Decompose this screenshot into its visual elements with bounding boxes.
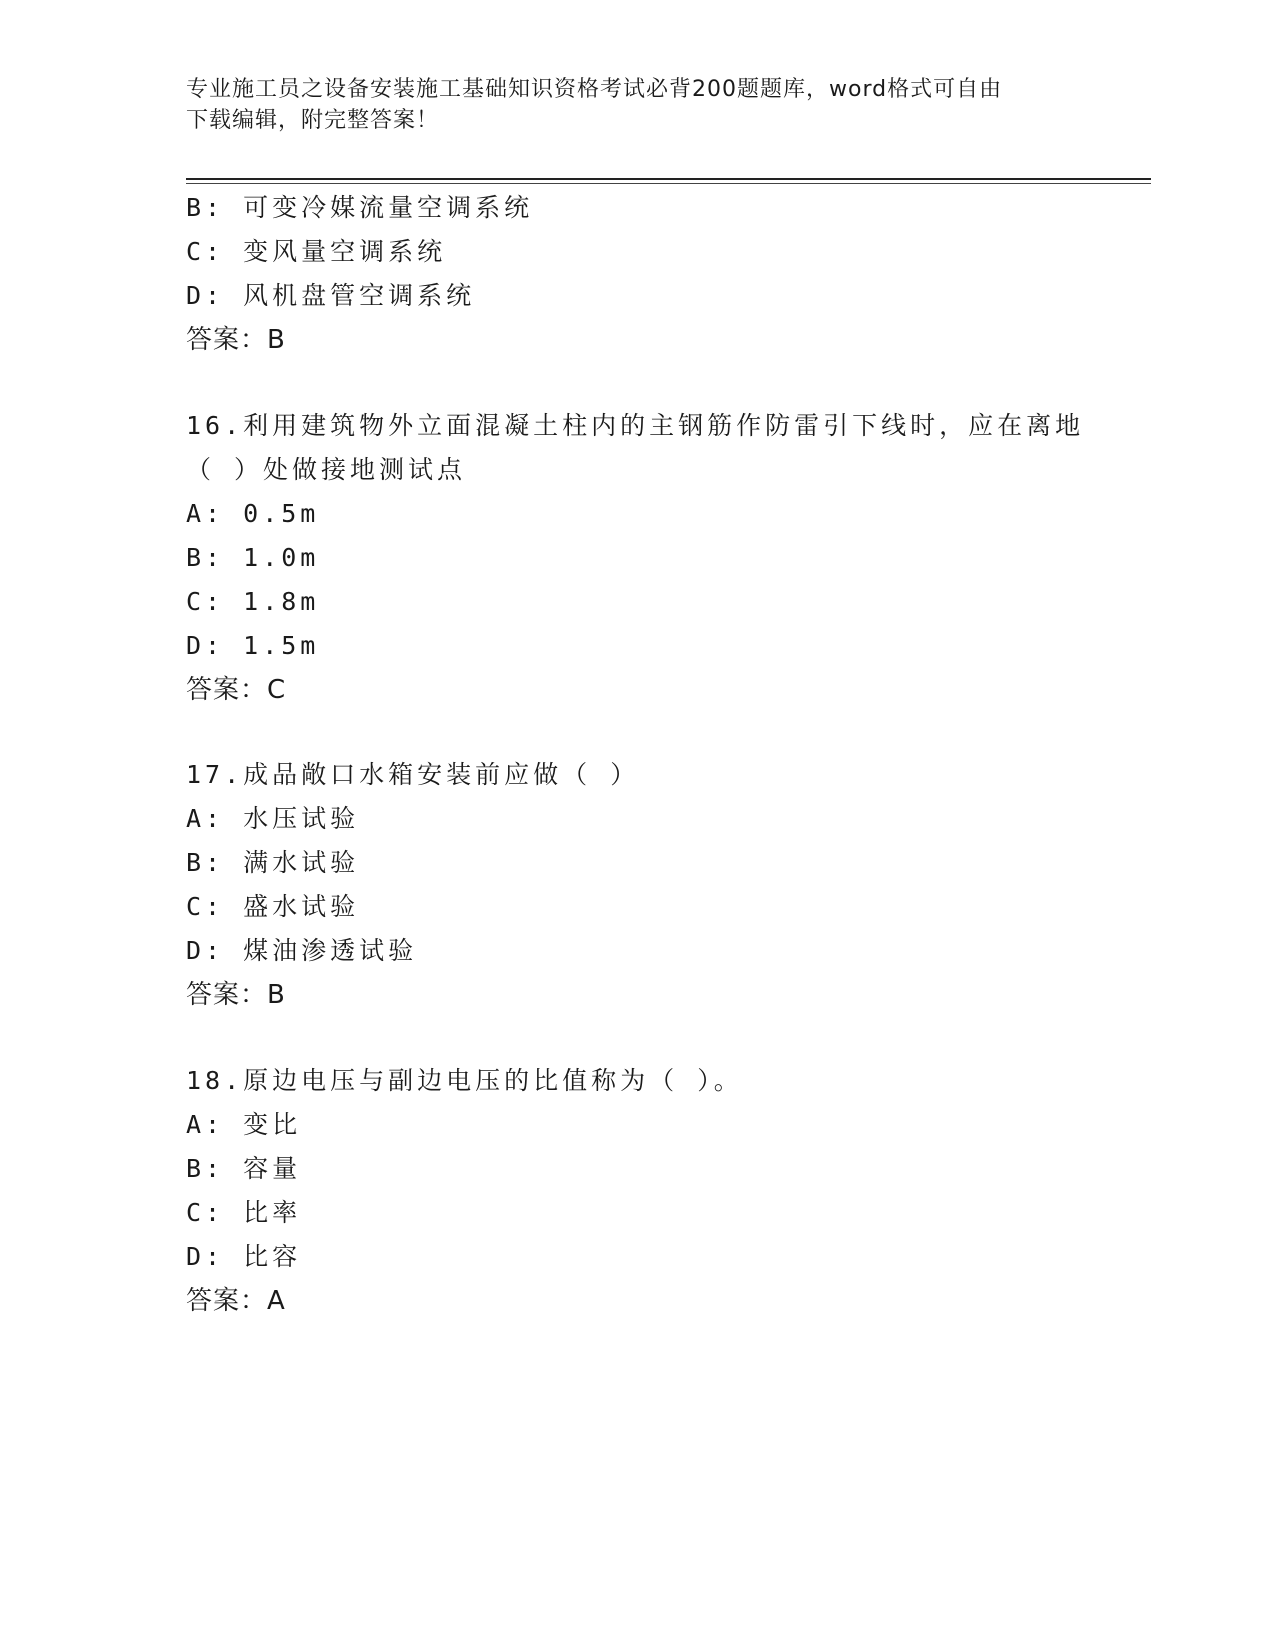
q16-option-a: A: 0.5m <box>186 499 320 528</box>
q17-option-b: B: 满水试验 <box>186 848 360 877</box>
q15-answer: 答案：B <box>186 325 286 355</box>
q16-option-c: C: 1.8m <box>186 587 320 616</box>
q15-option-c: C: 变风量空调系统 <box>186 237 447 266</box>
q16-option-b: B: 1.0m <box>186 543 320 572</box>
header-divider-thin <box>186 183 1151 184</box>
header-line-1: 专业施工员之设备安装施工基础知识资格考试必背200题题库，word格式可自由 <box>186 77 1003 102</box>
q16-stem-line-1: 16.利用建筑物外立面混凝土柱内的主钢筋作防雷引下线时，应在离地 <box>186 411 1085 440</box>
q16-option-d: D: 1.5m <box>186 631 320 660</box>
q18-stem: 18.原边电压与副边电压的比值称为（ ）。 <box>186 1066 743 1095</box>
q16-stem-line-2: （ ）处做接地测试点 <box>186 455 467 484</box>
q17-answer: 答案：B <box>186 980 286 1010</box>
q18-option-b: B: 容量 <box>186 1154 302 1183</box>
header-divider-thick <box>186 178 1151 180</box>
q18-option-d: D: 比容 <box>186 1242 302 1271</box>
document-header <box>186 74 1086 136</box>
q15-option-b: B: 可变冷媒流量空调系统 <box>186 193 534 222</box>
header-line-2: 下载编辑，附完整答案！ <box>186 108 440 133</box>
q17-option-a: A: 水压试验 <box>186 804 360 833</box>
q18-option-a: A: 变比 <box>186 1110 302 1139</box>
q17-stem: 17.成品敞口水箱安装前应做（ ） <box>186 760 640 789</box>
q17-option-d: D: 煤油渗透试验 <box>186 936 418 965</box>
q18-option-c: C: 比率 <box>186 1198 302 1227</box>
q18-answer: 答案：A <box>186 1286 286 1316</box>
q16-answer: 答案：C <box>186 675 287 705</box>
q17-option-c: C: 盛水试验 <box>186 892 360 921</box>
q15-option-d: D: 风机盘管空调系统 <box>186 281 476 310</box>
